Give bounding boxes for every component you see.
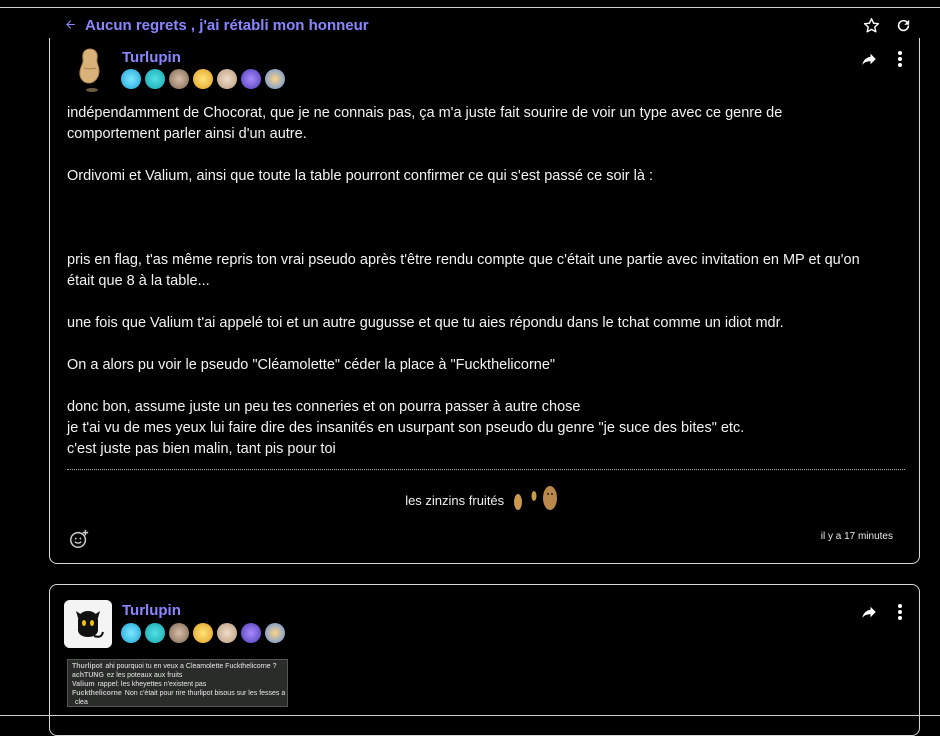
signature-image (510, 484, 564, 517)
medic-badge[interactable] (121, 623, 141, 643)
moon-badge[interactable] (241, 69, 261, 89)
dollar-badge[interactable] (145, 69, 165, 89)
post-body (67, 103, 867, 460)
face-badge[interactable] (217, 69, 237, 89)
star-icon[interactable] (862, 16, 880, 34)
username[interactable]: Turlupin (122, 602, 181, 619)
refresh-icon[interactable] (894, 16, 912, 34)
wall-badge[interactable] (169, 69, 189, 89)
medic-badge[interactable] (121, 69, 141, 89)
paragraph: indépendamment de Chocorat, que je ne connais pas, ça m'a juste fait sourire de voir un type avec ce genre de comportement parler ainsi d'un autre. (67, 105, 783, 142)
face-badge[interactable] (217, 623, 237, 643)
chat-line: Valium rappel: les kheyettes n'existent pas (72, 681, 207, 688)
badge-list (121, 69, 285, 89)
signature-text: les zinzins fruités (405, 493, 505, 508)
chat-line: Thurlipot ahi pourquoi tu en veux a Cleamolette Fuckthelicorne ? (72, 663, 277, 670)
add-reaction-icon[interactable] (68, 528, 90, 550)
dollar-badge[interactable] (145, 623, 165, 643)
more-vertical-icon[interactable] (897, 603, 903, 621)
signature-separator (67, 469, 905, 470)
share-icon[interactable] (859, 603, 879, 621)
smiley-badge[interactable] (193, 623, 213, 643)
smiley-badge[interactable] (193, 69, 213, 89)
peanut-avatar[interactable] (66, 46, 114, 94)
badge-list (121, 623, 285, 643)
signature (50, 484, 919, 517)
arrow-left-icon (64, 18, 77, 34)
username[interactable]: Turlupin (122, 49, 181, 66)
thread-title: Aucun regrets , j'ai rétabli mon honneur (85, 17, 369, 34)
gem-badge[interactable] (265, 69, 285, 89)
paragraph: Ordivomi et Valium, ainsi que toute la table pourront confirmer ce qui s'est passé ce soir là : (67, 168, 653, 184)
chat-line: clea (75, 699, 88, 706)
cat-avatar[interactable] (64, 600, 112, 648)
moon-badge[interactable] (241, 623, 261, 643)
paragraph: une fois que Valium t'ai appelé toi et un autre gugusse et que tu aies répondu dans le tchat comme un idiot mdr. (67, 315, 784, 331)
chat-line: Fuckthelicorne Non c'était pour rire thurlipot bisous sur les fesses a (72, 690, 286, 697)
paragraph: je t'ai vu de mes yeux lui faire dire des insanités en usurpant son pseudo du genre "je suce des bites" etc. (67, 420, 745, 436)
paragraph: donc bon, assume juste un peu tes conneries et on pourra passer à autre chose (67, 399, 581, 415)
paragraph: pris en flag, t'as même repris ton vrai pseudo après t'être rendu compte que c'était une partie avec invitation en MP et qu'on était que 8 à la table... (67, 252, 860, 289)
more-vertical-icon[interactable] (897, 50, 903, 68)
wall-badge[interactable] (169, 623, 189, 643)
back-link[interactable] (64, 17, 369, 34)
chat-screenshot-image[interactable] (67, 659, 288, 707)
post-card (49, 584, 920, 736)
post-card (49, 38, 920, 564)
paragraph: On a alors pu voir le pseudo "Cléamolette" céder la place à "Fuckthelicorne" (67, 357, 556, 373)
chat-line: achTUNG ez les poteaux aux fruits (72, 672, 183, 679)
timestamp[interactable]: il y a 17 minutes (820, 531, 893, 542)
share-icon[interactable] (859, 50, 879, 68)
paragraph: c'est juste pas bien malin, tant pis pour toi (67, 441, 336, 457)
bottom-border (0, 715, 940, 716)
gem-badge[interactable] (265, 623, 285, 643)
